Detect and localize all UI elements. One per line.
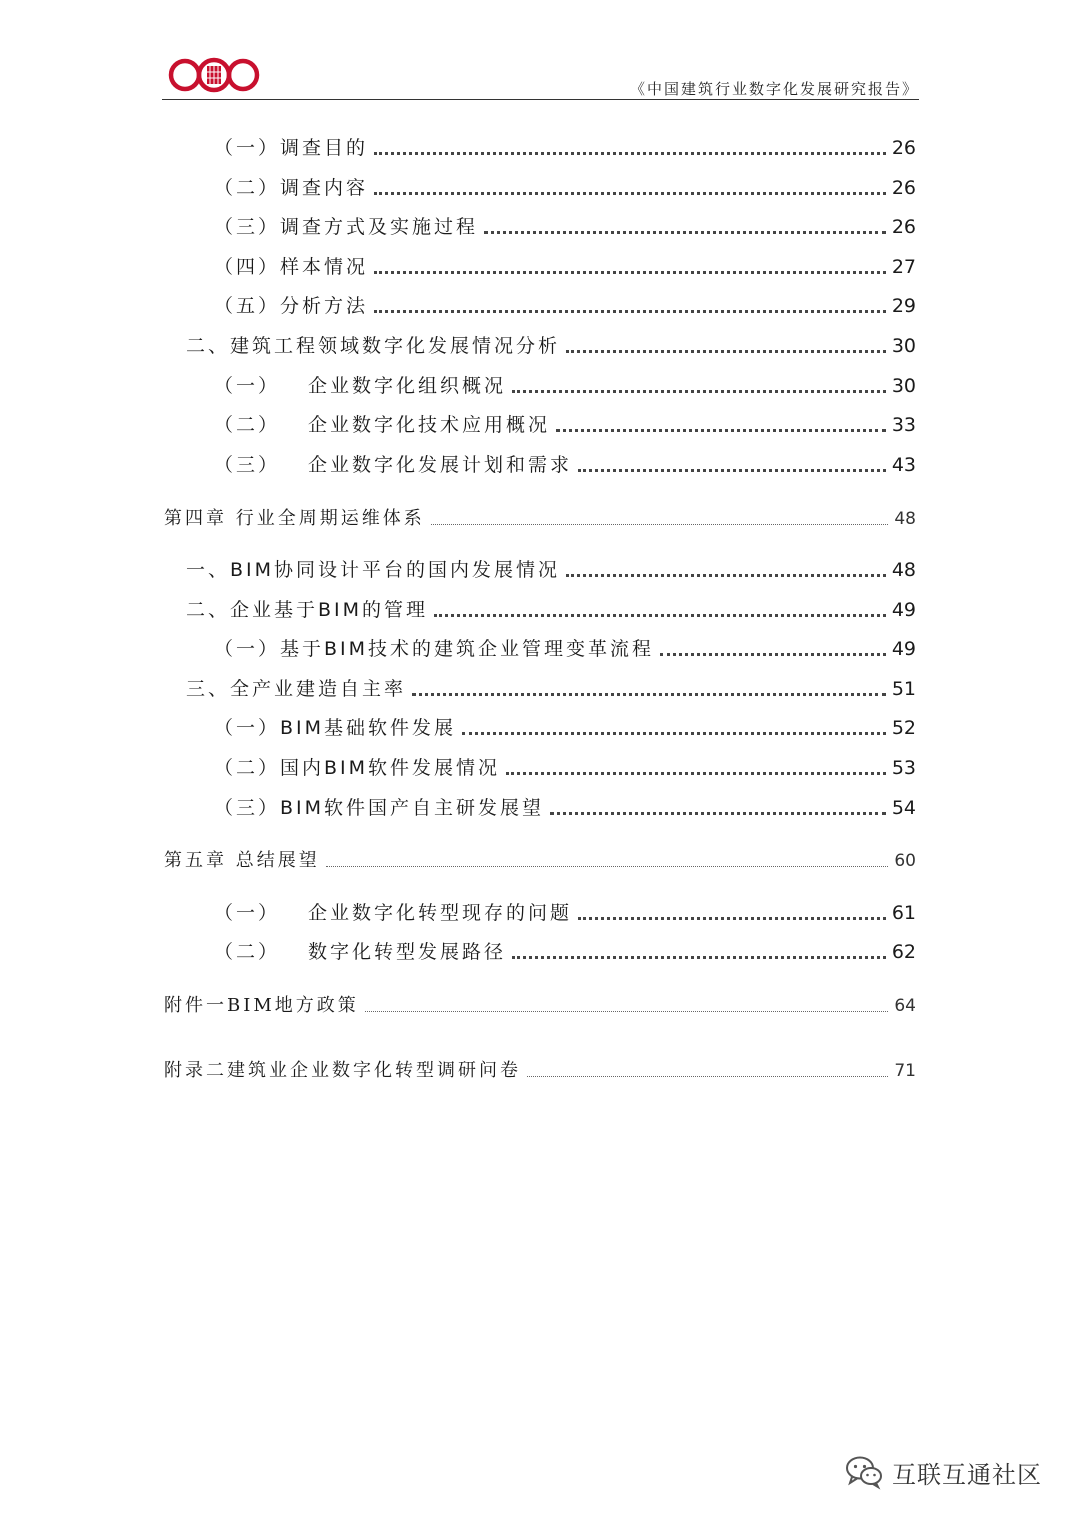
dot-leader bbox=[512, 956, 886, 959]
toc-entry[interactable] bbox=[214, 213, 916, 239]
toc-entry-title: 二、建筑工程领域数字化发展情况分析 bbox=[186, 335, 561, 357]
dot-leader bbox=[374, 271, 886, 274]
toc-chapter[interactable] bbox=[164, 992, 916, 1018]
toc-entry-prefix: （一） bbox=[214, 902, 281, 924]
toc-entry-title: 企业数字化技术应用概况 bbox=[308, 414, 551, 436]
document-title: 《中国建筑行业数字化发展研究报告》 bbox=[629, 80, 919, 98]
toc-entry-prefix: （四） bbox=[214, 256, 281, 278]
toc-entry-title: 样本情况 bbox=[280, 256, 369, 278]
toc-entry[interactable] bbox=[186, 556, 916, 582]
toc-entry[interactable] bbox=[214, 451, 916, 477]
toc-entry-title: 企业数字化发展计划和需求 bbox=[308, 454, 573, 476]
dot-leader bbox=[374, 192, 886, 195]
toc-entry-title: 企业数字化组织概况 bbox=[308, 375, 507, 397]
toc-entry-title: 数字化转型发展路径 bbox=[308, 941, 507, 963]
toc-entry-title: BIM基础软件发展 bbox=[280, 717, 457, 739]
toc-entry-page: 30 bbox=[891, 375, 916, 397]
toc-entry-page: 26 bbox=[891, 177, 916, 199]
toc-chapter[interactable] bbox=[164, 1057, 916, 1083]
dot-leader bbox=[527, 1076, 888, 1077]
toc-entry-title: 调查目的 bbox=[280, 137, 369, 159]
toc-entry-prefix: （一） bbox=[214, 717, 281, 739]
toc-entry-page: 30 bbox=[891, 335, 916, 357]
toc-entry-title: 第四章 行业全周期运维体系 bbox=[164, 508, 425, 529]
toc-entry-page: 48 bbox=[891, 559, 916, 581]
toc-entry[interactable] bbox=[214, 714, 916, 740]
toc-entry-title: 调查方式及实施过程 bbox=[280, 216, 479, 238]
toc-entry-title: 分析方法 bbox=[280, 295, 369, 317]
toc-entry-page: 26 bbox=[891, 137, 916, 159]
toc-entry-page: 29 bbox=[891, 295, 916, 317]
dot-leader bbox=[556, 429, 886, 432]
dot-leader bbox=[506, 772, 886, 775]
toc-entry-title: 调查内容 bbox=[280, 177, 369, 199]
toc-entry-prefix: （三） bbox=[214, 454, 281, 476]
toc-entry-page: 48 bbox=[894, 509, 916, 529]
toc-entry-prefix: （一） bbox=[214, 375, 281, 397]
watermark bbox=[844, 1452, 1042, 1492]
dot-leader bbox=[660, 653, 886, 656]
toc-entry-page: 71 bbox=[894, 1061, 916, 1081]
dot-leader bbox=[550, 812, 886, 815]
toc-entry-prefix: （二） bbox=[214, 177, 281, 199]
toc-chapter[interactable] bbox=[164, 505, 916, 531]
toc-entry[interactable] bbox=[214, 938, 916, 964]
toc-entry-page: 60 bbox=[894, 851, 916, 871]
toc-entry-page: 64 bbox=[894, 996, 916, 1016]
toc-entry-prefix: （五） bbox=[214, 295, 281, 317]
dot-leader bbox=[566, 350, 886, 353]
toc-entry-prefix: （三） bbox=[214, 797, 281, 819]
toc-entry-prefix: （二） bbox=[214, 414, 281, 436]
wechat-icon bbox=[844, 1454, 884, 1490]
toc-entry[interactable] bbox=[214, 292, 916, 318]
toc-entry-prefix: （一） bbox=[214, 137, 281, 159]
toc-entry-page: 49 bbox=[891, 638, 916, 660]
dot-leader bbox=[365, 1011, 889, 1012]
toc-entry-page: 61 bbox=[891, 902, 916, 924]
toc-entry-page: 53 bbox=[891, 757, 916, 779]
dot-leader bbox=[431, 524, 889, 525]
toc-entry-prefix: （二） bbox=[214, 941, 281, 963]
toc-entry[interactable] bbox=[186, 332, 916, 358]
toc-entry-page: 62 bbox=[891, 941, 916, 963]
dot-leader bbox=[566, 574, 886, 577]
toc-entry-prefix: （二） bbox=[214, 757, 281, 779]
toc-entry-page: 54 bbox=[891, 797, 916, 819]
toc-entry[interactable] bbox=[214, 372, 916, 398]
toc-entry-prefix: （一） bbox=[214, 638, 281, 660]
toc-entry[interactable] bbox=[214, 899, 916, 925]
toc-entry[interactable] bbox=[214, 754, 916, 780]
toc-entry-page: 51 bbox=[891, 678, 916, 700]
toc-entry-title: 基于BIM技术的建筑企业管理变革流程 bbox=[280, 638, 655, 660]
toc-entry[interactable] bbox=[214, 411, 916, 437]
toc-entry[interactable] bbox=[214, 134, 916, 160]
toc-entry-title: 第五章 总结展望 bbox=[164, 850, 320, 871]
dot-leader bbox=[374, 310, 886, 313]
dot-leader bbox=[462, 732, 886, 735]
toc-entry[interactable] bbox=[186, 596, 916, 622]
dot-leader bbox=[578, 469, 886, 472]
toc-entry-page: 26 bbox=[891, 216, 916, 238]
dot-leader bbox=[412, 693, 886, 696]
watermark-text: 互联互通社区 bbox=[892, 1460, 1042, 1489]
toc-entry-title: BIM软件国产自主研发展望 bbox=[280, 797, 545, 819]
toc-entry[interactable] bbox=[186, 675, 916, 701]
toc-entry-title: 附件一BIM地方政策 bbox=[164, 995, 359, 1016]
dot-leader bbox=[434, 614, 886, 617]
toc-entry-page: 43 bbox=[891, 454, 916, 476]
toc-entry[interactable] bbox=[214, 253, 916, 279]
toc-entry-title: 二、企业基于BIM的管理 bbox=[186, 599, 429, 621]
toc-entry[interactable] bbox=[214, 635, 916, 661]
toc-entry-page: 49 bbox=[891, 599, 916, 621]
toc-entry-page: 52 bbox=[891, 717, 916, 739]
toc-entry-title: 国内BIM软件发展情况 bbox=[280, 757, 501, 779]
toc-chapter[interactable] bbox=[164, 847, 916, 873]
dot-leader bbox=[326, 866, 889, 867]
toc-entry-title: 企业数字化转型现存的问题 bbox=[308, 902, 573, 924]
toc-entry-page: 33 bbox=[891, 414, 916, 436]
toc-entry-title: 附录二建筑业企业数字化转型调研问卷 bbox=[164, 1060, 521, 1081]
toc-entry-page: 27 bbox=[891, 256, 916, 278]
dot-leader bbox=[484, 231, 886, 234]
toc-entry[interactable] bbox=[214, 174, 916, 200]
toc-entry-title: 三、全产业建造自主率 bbox=[186, 678, 407, 700]
toc-entry-prefix: （三） bbox=[214, 216, 281, 238]
dot-leader bbox=[578, 917, 886, 920]
toc-entry[interactable] bbox=[214, 794, 916, 820]
toc-entry-title: 一、BIM协同设计平台的国内发展情况 bbox=[186, 559, 561, 581]
dot-leader bbox=[374, 152, 886, 155]
dot-leader bbox=[512, 390, 886, 393]
